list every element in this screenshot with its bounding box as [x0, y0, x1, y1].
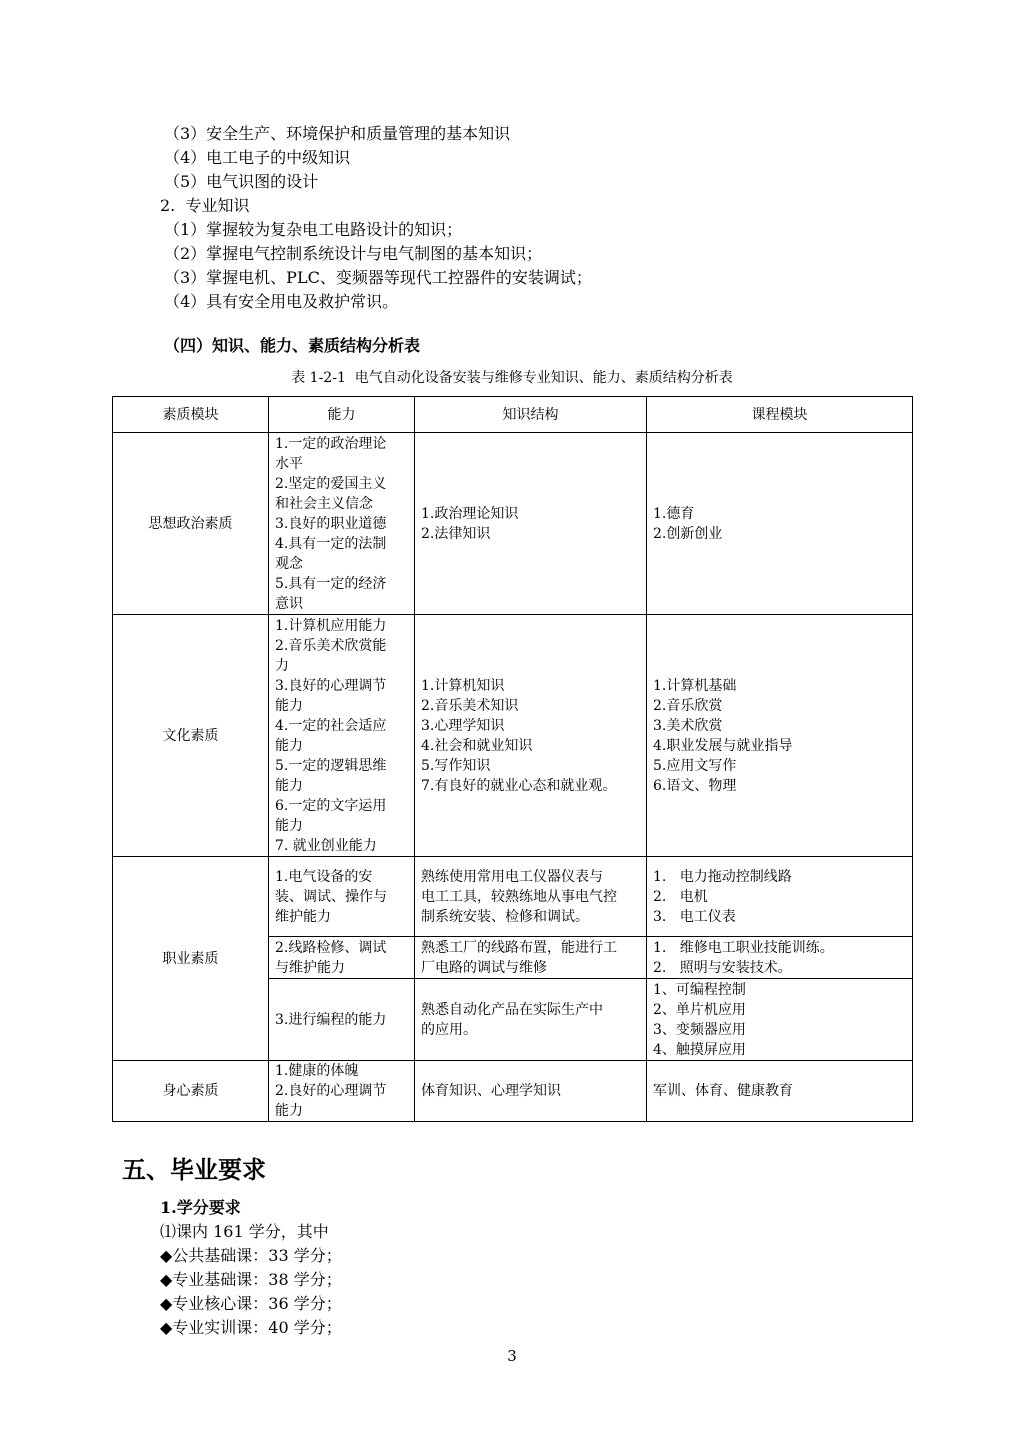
knowledge-line: 熟悉工厂的线路布置，能进行工 — [421, 939, 617, 956]
ability-cell — [269, 979, 415, 1061]
knowledge-cell — [415, 979, 647, 1061]
ability-line: 维护能力 — [275, 908, 331, 925]
knowledge-line: 4.社会和就业知识 — [421, 737, 533, 754]
credit-item: ◆专业实训课：40 学分； — [160, 1318, 342, 1337]
knowledge-line: 3.心理学知识 — [421, 717, 505, 734]
ability-line: 2.音乐美术欣赏能 — [275, 637, 387, 654]
ability-line: 2.坚定的爱国主义 — [275, 475, 387, 492]
course-line: 2. 电机 — [653, 888, 708, 905]
knowledge-cell — [415, 857, 647, 937]
header-cell: 课程模块 — [647, 397, 913, 433]
course-line: 3.美术欣赏 — [653, 717, 723, 734]
course-line: 3、变频器应用 — [653, 1021, 746, 1038]
knowledge-cell — [415, 433, 647, 615]
professional-item: （2）掌握电气控制系统设计与电气制图的基本知识； — [164, 244, 543, 263]
professional-knowledge-heading: 2. 专业知识 — [160, 196, 250, 215]
ability-line: 3.进行编程的能力 — [275, 1011, 387, 1028]
ability-line: 观念 — [275, 555, 303, 572]
module-cell: 文化素质 — [113, 615, 269, 857]
courses-cell — [647, 979, 913, 1061]
ability-cell — [269, 433, 415, 615]
credits-heading: 1.学分要求 — [160, 1198, 241, 1217]
ability-cell — [269, 937, 415, 979]
ability-line: 2.线路检修、调试 — [275, 939, 387, 956]
knowledge-line: 体育知识、心理学知识 — [421, 1083, 561, 1099]
credit-item: ◆专业核心课：36 学分； — [160, 1294, 342, 1313]
courses-cell — [647, 937, 913, 979]
top-item: （3）安全生产、环境保护和质量管理的基本知识 — [164, 124, 511, 143]
ability-line: 5.具有一定的经济 — [275, 575, 387, 592]
ability-line: 能力 — [275, 697, 303, 714]
ability-line: 能力 — [275, 777, 303, 794]
knowledge-line: 1.计算机知识 — [421, 677, 505, 694]
ability-line: 能力 — [275, 817, 303, 834]
course-line: 1、可编程控制 — [653, 981, 746, 998]
ability-line: 2.良好的心理调节 — [275, 1083, 387, 1099]
course-line: 1. 电力拖动控制线路 — [653, 868, 792, 885]
course-line: 2. 照明与安装技术。 — [653, 959, 792, 976]
knowledge-line: 的应用。 — [421, 1021, 477, 1038]
section-5-heading: 五、毕业要求 — [122, 1155, 266, 1184]
ability-line: 6.一定的文字运用 — [275, 797, 387, 814]
ability-line: 3.良好的职业道德 — [275, 515, 387, 532]
knowledge-cell — [415, 615, 647, 857]
table-row — [113, 433, 913, 615]
ability-line: 力 — [275, 657, 289, 674]
professional-item: （1）掌握较为复杂电工电路设计的知识； — [164, 220, 463, 239]
ability-line: 装、调试、操作与 — [275, 888, 387, 905]
ability-cell — [269, 857, 415, 937]
ability-line: 1.健康的体魄 — [275, 1063, 359, 1079]
ability-line: 和社会主义信念 — [275, 495, 373, 512]
course-line: 1.计算机基础 — [653, 677, 737, 694]
ability-line: 7. 就业创业能力 — [275, 837, 377, 854]
header-cell: 素质模块 — [113, 397, 269, 433]
ability-cell — [269, 1061, 415, 1122]
course-line: 2.创新创业 — [653, 525, 723, 542]
header-cell: 知识结构 — [415, 397, 647, 433]
course-line: 6.语文、物理 — [653, 777, 737, 794]
knowledge-line: 厂电路的调试与维修 — [421, 959, 547, 976]
course-line: 4、触摸屏应用 — [653, 1041, 746, 1058]
page-number: 3 — [507, 1347, 517, 1365]
ability-line: 1.电气设备的安 — [275, 868, 373, 885]
credits-intro: ⑴课内 161 学分，其中 — [160, 1222, 329, 1241]
ability-line: 4.具有一定的法制 — [275, 535, 387, 552]
professional-item: （3）掌握电机、PLC、变频器等现代工控器件的安装调试； — [164, 268, 592, 287]
top-item: （4）电工电子的中级知识 — [164, 148, 351, 167]
ability-line: 能力 — [275, 737, 303, 754]
ability-line: 3.良好的心理调节 — [275, 677, 387, 694]
courses-cell — [647, 433, 913, 615]
table-caption: 表 1-2-1 电气自动化设备安装与维修专业知识、能力、素质结构分析表 — [291, 370, 733, 386]
course-line: 5.应用文写作 — [653, 757, 737, 774]
knowledge-line: 7.有良好的就业心态和就业观。 — [421, 777, 617, 794]
knowledge-line: 1.政治理论知识 — [421, 505, 519, 522]
knowledge-line: 熟练使用常用电工仪器仪表与 — [421, 868, 603, 885]
course-line: 4.职业发展与就业指导 — [653, 737, 793, 754]
knowledge-line: 制系统安装、检修和调试。 — [421, 908, 589, 925]
ability-line: 4.一定的社会适应 — [275, 717, 387, 734]
table-header-row — [113, 397, 913, 433]
knowledge-line: 电工工具，较熟练地从事电气控 — [421, 888, 617, 905]
course-line: 3. 电工仪表 — [653, 908, 736, 925]
structure-analysis-table — [112, 396, 913, 1122]
section-4-heading: （四）知识、能力、素质结构分析表 — [164, 336, 421, 355]
top-item: （5）电气识图的设计 — [164, 172, 319, 191]
knowledge-line: 熟悉自动化产品在实际生产中 — [421, 1001, 603, 1018]
course-line: 2.音乐欣赏 — [653, 697, 723, 714]
knowledge-line: 2.法律知识 — [421, 525, 491, 542]
credit-item: ◆专业基础课：38 学分； — [160, 1270, 342, 1289]
courses-cell — [647, 857, 913, 937]
module-cell: 身心素质 — [113, 1061, 269, 1122]
knowledge-cell — [415, 937, 647, 979]
courses-cell — [647, 615, 913, 857]
ability-cell — [269, 615, 415, 857]
table-row — [113, 857, 913, 937]
knowledge-line: 5.写作知识 — [421, 757, 491, 774]
professional-item: （4）具有安全用电及救护常识。 — [164, 292, 399, 311]
knowledge-line: 2.音乐美术知识 — [421, 697, 519, 714]
course-line: 1. 维修电工职业技能训练。 — [653, 939, 834, 956]
knowledge-cell — [415, 1061, 647, 1122]
ability-line: 1.一定的政治理论 — [275, 435, 387, 452]
module-cell: 职业素质 — [113, 857, 269, 1061]
course-line: 2、单片机应用 — [653, 1001, 746, 1018]
ability-line: 意识 — [275, 595, 303, 612]
header-cell: 能力 — [269, 397, 415, 433]
course-line: 军训、体育、健康教育 — [653, 1083, 793, 1099]
table-row — [113, 615, 913, 857]
table-row — [113, 1061, 913, 1122]
ability-line: 水平 — [275, 455, 303, 472]
credit-item: ◆公共基础课：33 学分； — [160, 1246, 342, 1265]
ability-line: 与维护能力 — [275, 959, 345, 976]
module-cell: 思想政治素质 — [113, 433, 269, 615]
course-line: 1.德育 — [653, 505, 695, 522]
ability-line: 能力 — [275, 1103, 303, 1119]
courses-cell — [647, 1061, 913, 1122]
ability-line: 5.一定的逻辑思维 — [275, 757, 387, 774]
ability-line: 1.计算机应用能力 — [275, 617, 387, 634]
